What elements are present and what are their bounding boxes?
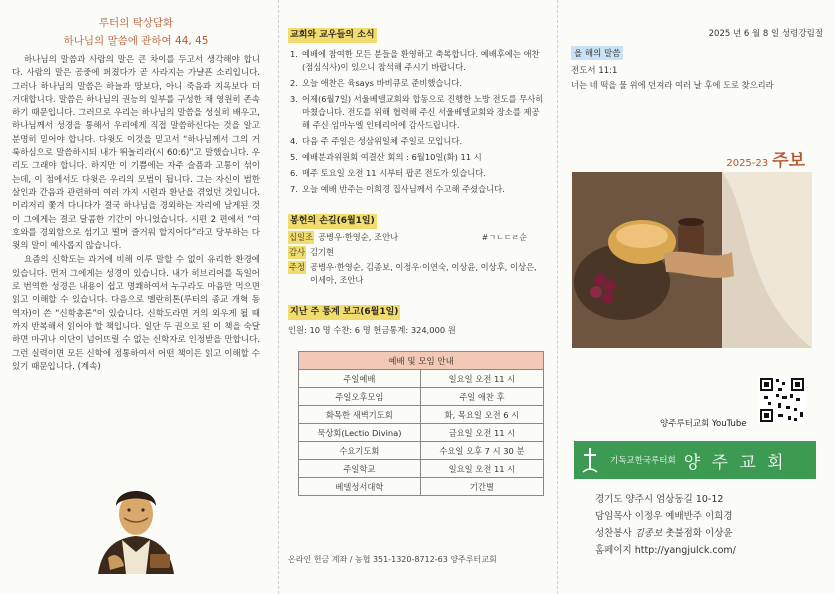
verse-text: 너는 네 떡을 물 위에 던져라 여러 날 후에 도로 찾으리라 [571, 80, 774, 90]
offering-row: 감사 김기현 [289, 247, 335, 257]
article-paragraph: 요즘의 신학도는 과거에 비해 이루 말할 수 없이 유리한 환경에 있습니다. 먼저 그에게는 성경이 있습니다. 내가 히브리어를 독일어로 번역한 성경은 내용이 쉽고 명쾌하여서 누구라도 마음만 먹으면 읽고 이해할 수 있습니다. 다음으로 멜란히톤(루터의 종교 개혁 동역자)이 쓴 “신학총론”이 있습니다. 신학도라면 거의 외우게 될 때까지 반복해서 읽어야 할 책입니다. 일단 두 권으로 된 이 책을 숙달하면 마귀나 이단이 넘어뜨릴 수 없는 신학자로 인정받을 만합니다. 그런 실력이면 모든 신학에 정통하여서 어떤 책이든 읽고 이해할 수 있기 때문입니다. (계속) [12, 255, 260, 372]
church-address: 경기도 양주시 엄상동길 10-12 [595, 494, 724, 505]
article-paragraph: 하나님의 말씀과 사람의 말은 큰 차이를 두고서 생각해야 합니다. 사람의 말은 공중에 퍼졌다가 곧 사라지는 가냘픈 소리입니다. 그러나 하나님의 말씀은 하늘과 땅보다, 아니 죽음과 지옥보다 더 거대합니다. 말씀은 하나님의 권능의 일부를 구성한 채 영원히 존속하기 때문입니다. 그러므로 우리는 하나님의 말씀을 성실히 배우고, 하나님께서 성경을 통해서 우리에게 직접 말씀하신다는 것을 알고 분명히 믿어야 합니다. 다윗도 이것을 믿고서 “하나님께서 그의 거룩하심으로 말씀하시되 내가 뛰놀리라(시 60:6)”고 말했습니다. 우리도 그래야 합니다. 하지만 이 기쁨에는 자주 슬픔과 고통이 섞이는데, 이 점에서도 다윗은 우리의 모범이 됩니다. 그는 자신이 범한 살인과 간음과 관련하여 여러 가지 시련과 환난을 겪었던 것입니다. 이리저리 쫓겨 다니다가 결국 하나님을 경외하는 자리에 남게된 것이 그에게는 결코 달콤한 기간이 아니었습니다. 시편 2 편에서 “여호와를 경외함으로 섬기고 떨며 즐거워 할지어다”라고 당부하는 다윗의 말이 예사롭지 않습니다. [12, 55, 260, 252]
table-row: 묵상회(Lectio Divina) 금요일 오전 11 시 [299, 424, 544, 442]
offering-heading: 봉헌의 손길(6월1일) [288, 214, 377, 229]
cover-panel [559, 0, 835, 594]
denomination-name: 기독교한국루터회 [610, 456, 676, 466]
communion-photo [572, 172, 812, 348]
news-item: 2. 오늘 애찬은 육says 바비큐로 준비했습니다. [290, 78, 463, 88]
service-roles-line: 성찬봉사 김종보 촛불점화 이상윤 [595, 528, 733, 539]
news-item: 4. 다음 주 주일은 성삼위일체 주일로 모입니다. [290, 136, 463, 146]
verse-reference: 전도서 11:1 [571, 66, 618, 76]
contact-info [595, 491, 736, 559]
stats-line: 인원: 10 명 수찬: 6 명 헌금통계: 324,000 원 [288, 325, 456, 335]
year-verse-heading: 올 해의 말씀 [571, 46, 623, 60]
table-row: 주일학교 일요일 오전 11 시 [299, 460, 544, 478]
table-row: 수요기도회 수요일 오후 7 시 30 분 [299, 442, 544, 460]
cross-icon [582, 446, 598, 474]
news-list [288, 48, 545, 196]
news-item: 5. 예배분과위원회 여결산 회의 : 6월10일(화) 11 시 [290, 152, 482, 162]
church-name: 양 주 교 회 [683, 452, 787, 473]
offering-row: 주정 공병우·한영순, 김종보, 이정우·이연숙, 이상윤, 이상후, 이상은, 이세아, 조안나 [289, 262, 537, 285]
schedule-table [298, 351, 544, 496]
table-row: 화목한 새벽기도회 화, 목요일 오전 6 시 [299, 406, 544, 424]
bank-account: 온라인 헌금 계좌 / 농협 351-1320-8712-63 양주루터교회 [288, 555, 497, 564]
luther-portrait-illustration [94, 478, 178, 574]
pastor-line: 담임목사 이정우 예배반주 이희경 [595, 511, 733, 522]
bulletin-date: 2025 년 6 월 8 일 성령강림절 [708, 29, 823, 39]
news-item: 1. 예배에 참여한 모든 분들을 환영하고 축복합니다. 예배후에는 애찬(점심식사)이 있으니 참석해 주시기 바랍니다. [290, 49, 540, 72]
offering-row: 십일조 공병우·한영순, 조안나 [289, 232, 399, 242]
article-panel [0, 0, 278, 594]
church-banner [574, 441, 816, 479]
article-body [12, 54, 260, 374]
youtube-label: 양주루터교회 YouTube [660, 419, 747, 429]
news-panel [280, 0, 557, 594]
handwritten-name: 김종보 [634, 528, 663, 539]
homepage-link[interactable]: 홈페이지 http://yangjulck.com/ [595, 545, 736, 556]
stats-heading: 지난 주 통계 보고(6월1일) [288, 305, 400, 320]
news-item: 3. 어제(6월7일) 서울베델교회와 합동으로 진행한 노방 전도를 무사히 마쳤습니다. 전도를 위해 협력해 주신 서울베델교회와 장소를 제공해 주신 임마누엘 인테리어에 감사드립니다. [290, 94, 544, 130]
news-item: 7. 오늘 예배 반주는 이희경 집사님께서 수고해 주셨습니다. [290, 184, 505, 194]
article-subtitle: 하나님의 말씀에 관하여 44, 45 [63, 35, 209, 47]
table-row: 베델성서대학 기간별 [299, 478, 544, 496]
schedule-heading: 예배 및 모임 안내 [299, 352, 544, 370]
article-title: 루터의 탁상담화 [98, 17, 174, 29]
youtube-qr-code[interactable] [758, 376, 806, 424]
offering-sort-note: #ㄱㄴㄷㄹ순 [481, 233, 527, 242]
table-row: 주일예배 일요일 오전 11 시 [299, 370, 544, 388]
issue-title: 2025-23 주보 [726, 151, 805, 171]
news-item: 6. 매주 토요일 오전 11 시부터 팝콘 전도가 있습니다. [290, 168, 486, 178]
table-row: 주일오후모임 주일 애찬 후 [299, 388, 544, 406]
news-heading: 교회와 교우들의 소식 [288, 28, 377, 43]
